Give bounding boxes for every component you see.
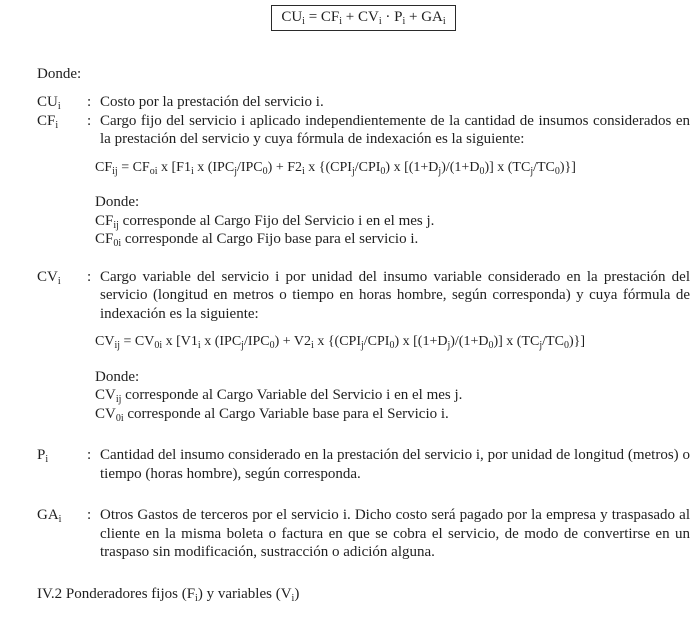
- definition-row: [37, 268, 690, 324]
- donde-label: Donde:: [37, 65, 82, 82]
- definition-row: [37, 93, 690, 112]
- cv-sub-line-1: $CV_{ij}$ corresponde al Cargo Variable del Servicio i en el mes j.: [95, 387, 463, 405]
- cv-sub-line-2: $CV_{0i}$ corresponde al Cargo Variable base para el Servicio i.: [95, 405, 449, 424]
- cf-sub-line-1: $CF_{ij}$ corresponde al Cargo Fijo del Servicio i en el mes j.: [95, 212, 435, 231]
- colon-separator: :: [87, 94, 92, 110]
- term-cu: $CU_i$: [37, 94, 61, 112]
- definition-row: [37, 112, 690, 149]
- colon-separator: :: [87, 268, 92, 285]
- definition-p: [37, 446, 690, 483]
- definition-row: [37, 446, 690, 483]
- colon-separator: :: [87, 112, 92, 129]
- cf-sub-donde-label: Donde:: [95, 194, 140, 210]
- cv-sub-donde-label: Donde:: [95, 368, 140, 385]
- cf-indexation-formula: $CF_{ij} = CF_{oi}$ x [$F1_i$ x $(IPC_j/IPC_0) + F2_i$ x {$(CPI_j/CPI_0)$ x $[(1+D_j)/(1+D_0)]$ x $(TC_j/TC_0)$}]: [95, 159, 576, 177]
- definition-cu: [37, 93, 690, 112]
- cf-sub-line-2: $CF_{0i}$ corresponde al Cargo Fijo base para el servicio i.: [95, 231, 419, 249]
- term-cv: $CV_i$: [37, 268, 61, 287]
- term-ga: $GA_i$: [37, 507, 62, 525]
- definition-text-ga: Otros Gastos de terceros por el servicio i. Dicho costo será pagado por la empresa y traspasado al cliente en la misma boleta o factura en que se cobra el servicio, de modo de convertirse en un traspaso sin modificación, sustracción o adición alguna.: [100, 507, 690, 560]
- definition-text-cf: Cargo fijo del servicio i aplicado independientemente de la cantidad de insumos considerados en la prestación del servicio y cuya fórmula de indexación es la siguiente:: [100, 112, 690, 147]
- main-formula-container: [37, 5, 690, 31]
- definition-ga: [37, 506, 690, 562]
- term-cf: $CF_i$: [37, 112, 59, 131]
- colon-separator: :: [87, 507, 92, 523]
- definition-cv: [37, 268, 690, 424]
- cf-sub-definitions: [95, 193, 690, 249]
- colon-separator: :: [87, 447, 92, 463]
- definition-cf: [37, 112, 690, 249]
- definition-text-p: Cantidad del insumo considerado en la prestación del servicio i, por unidad de longitud (metros) o tiempo (horas hombre), según corresponda.: [100, 447, 690, 482]
- main-formula: $CU_i = CF_i + CV_i \cdot P_i + GA_i$: [271, 5, 455, 31]
- cv-indexation-formula: $CV_{ij} = CV_{0i}$ x [$V1_i$ x $(IPC_j/IPC_0) + V2_i$ x {$(CPI_j/CPI_0)$ x $[(1+D_j)/(1+D_0)]$ x $(TC_j/TC_0)$}]: [95, 334, 585, 351]
- definition-row: [37, 506, 690, 562]
- cv-sub-definitions: [95, 368, 690, 424]
- section-heading: IV.2 Ponderadores fijos $(F_i)$ y variables $(V_i)$: [37, 585, 300, 604]
- definition-text-cu: Costo por la prestación del servicio i.: [100, 94, 324, 110]
- term-p: $P_i$: [37, 447, 49, 465]
- definition-text-cv: Cargo variable del servicio i por unidad del insumo variable considerado en la prestación del servicio (longitud en metros o tiempo en horas hombre, según corresponda) y cuya fórmula de indexación es la siguiente:: [100, 268, 690, 322]
